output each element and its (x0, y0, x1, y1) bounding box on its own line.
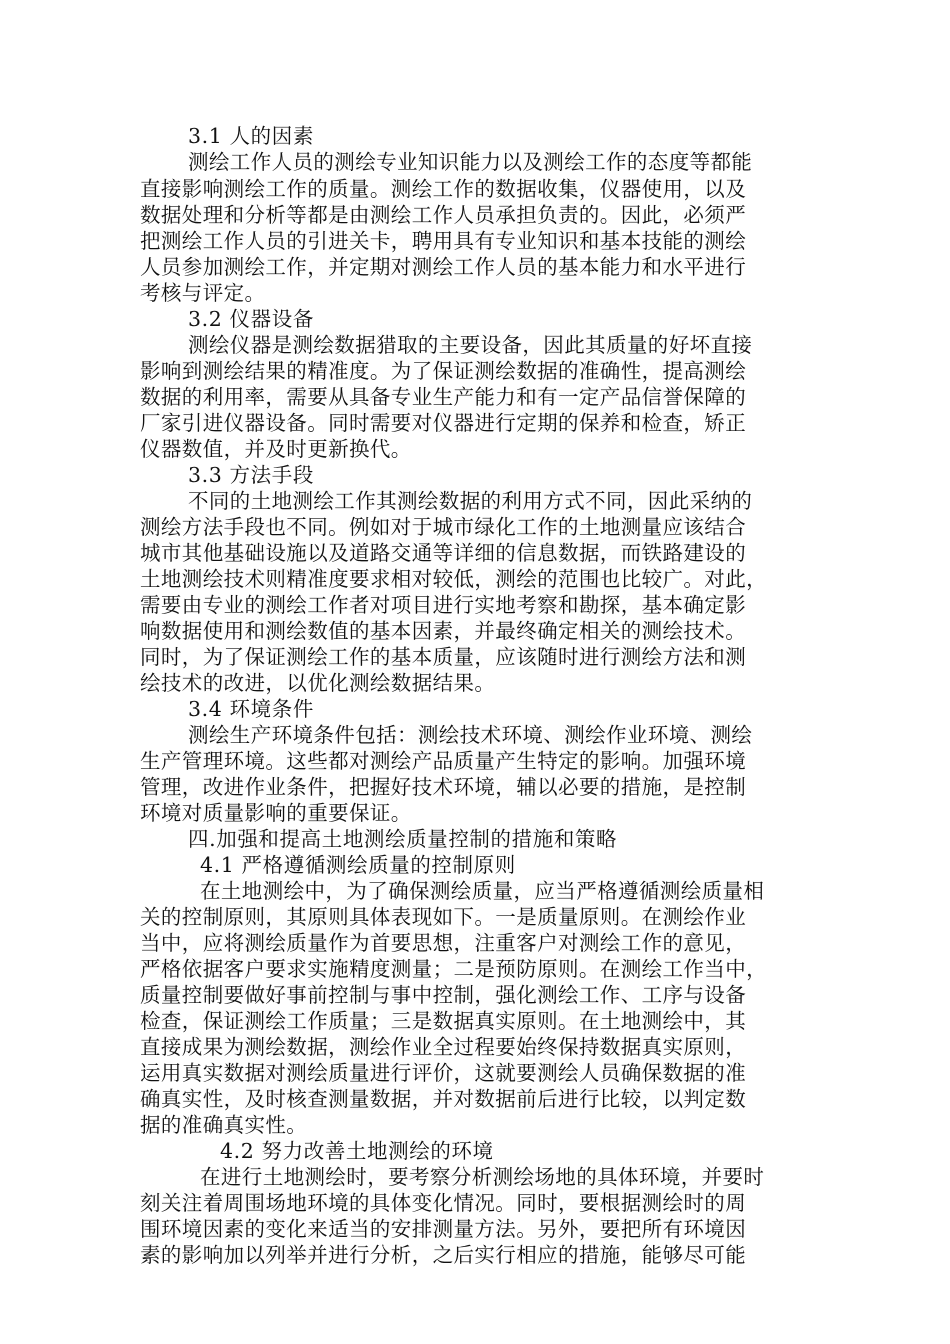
paragraph-line: 测绘仪器是测绘数据猎取的主要设备，因此其质量的好坏直接 (188, 333, 753, 357)
paragraph-line: 在土地测绘中，为了确保测绘质量，应当严格遵循测绘质量相 (200, 879, 765, 903)
paragraph-line: 不同的土地测绘工作其测绘数据的利用方式不同，因此采纳的 (188, 489, 753, 513)
paragraph-line: 直接成果为测绘数据，测绘作业全过程要始终保持数据真实原则， (140, 1035, 747, 1059)
paragraph-line: 关的控制原则，其原则具体表现如下。一是质量原则。在测绘作业 (140, 905, 747, 929)
paragraph-line: 测绘方法手段也不同。例如对于城市绿化工作的土地测量应该结合 (140, 515, 747, 539)
paragraph-line: 考核与评定。 (140, 281, 266, 305)
paragraph-line: 围环境因素的变化来适当的安排测量方法。另外，要把所有环境因 (140, 1217, 747, 1241)
section-heading-4-1: 4.1 严格遵循测绘质量的控制原则 (200, 853, 516, 877)
section-heading-3-2: 3.2 仪器设备 (188, 307, 314, 331)
paragraph-line: 仪器数值，并及时更新换代。 (140, 437, 412, 461)
paragraph-line: 当中，应将测绘质量作为首要思想，注重客户对测绘工作的意见， (140, 931, 747, 955)
paragraph-line: 影响到测绘结果的精准度。为了保证测绘数据的准确性，提高测绘 (140, 359, 747, 383)
paragraph-line: 测绘生产环境条件包括：测绘技术环境、测绘作业环境、测绘 (188, 723, 753, 747)
paragraph-line: 运用真实数据对测绘质量进行评价，这就要测绘人员确保数据的准 (140, 1061, 747, 1085)
paragraph-line: 直接影响测绘工作的质量。测绘工作的数据收集，仪器使用，以及 (140, 177, 747, 201)
paragraph-line: 同时，为了保证测绘工作的基本质量，应该随时进行测绘方法和测 (140, 645, 747, 669)
paragraph-line: 刻关注着周围场地环境的具体变化情况。同时，要根据测绘时的周 (140, 1191, 747, 1215)
section-heading-4-2: 4.2 努力改善土地测绘的环境 (220, 1139, 494, 1163)
paragraph-line: 在进行土地测绘时，要考察分析测绘场地的具体环境，并要时 (200, 1165, 765, 1189)
paragraph-line: 数据处理和分析等都是由测绘工作人员承担负责的。因此，必须严 (140, 203, 747, 227)
paragraph-line: 检查，保证测绘工作质量；三是数据真实原则。在土地测绘中，其 (140, 1009, 747, 1033)
paragraph-line: 响数据使用和测绘数值的基本因素，并最终确定相关的测绘技术。 (140, 619, 747, 643)
paragraph-line: 测绘工作人员的测绘专业知识能力以及测绘工作的态度等都能 (188, 150, 753, 174)
paragraph-line: 人员参加测绘工作，并定期对测绘工作人员的基本能力和水平进行 (140, 255, 747, 279)
paragraph-line: 质量控制要做好事前控制与事中控制，强化测绘工作、工序与设备 (140, 983, 747, 1007)
chapter-heading-4: 四.加强和提高土地测绘质量控制的措施和策略 (188, 827, 618, 851)
section-heading-3-3: 3.3 方法手段 (188, 463, 314, 487)
paragraph-line: 绘技术的改进，以优化测绘数据结果。 (140, 671, 496, 695)
paragraph-line: 严格依据客户要求实施精度测量；二是预防原则。在测绘工作当中， (140, 957, 767, 981)
paragraph-line: 需要由专业的测绘工作者对项目进行实地考察和勘探，基本确定影 (140, 593, 747, 617)
paragraph-line: 城市其他基础设施以及道路交通等详细的信息数据，而铁路建设的 (140, 541, 747, 565)
paragraph-line: 生产管理环境。这些都对测绘产品质量产生特定的影响。加强环境 (140, 749, 747, 773)
paragraph-line: 厂家引进仪器设备。同时需要对仪器进行定期的保养和检查，矫正 (140, 411, 747, 435)
paragraph-line: 把测绘工作人员的引进关卡，聘用具有专业知识和基本技能的测绘 (140, 229, 747, 253)
paragraph-line: 据的准确真实性。 (140, 1113, 308, 1137)
paragraph-line: 确真实性，及时核查测量数据，并对数据前后进行比较，以判定数 (140, 1087, 747, 1111)
section-heading-3-1: 3.1 人的因素 (188, 124, 314, 148)
paragraph-line: 素的影响加以列举并进行分析，之后实行相应的措施，能够尽可能 (140, 1243, 747, 1267)
paragraph-line: 环境对质量影响的重要保证。 (140, 801, 412, 825)
section-heading-3-4: 3.4 环境条件 (188, 697, 314, 721)
paragraph-line: 数据的利用率，需要从具备专业生产能力和有一定产品信誉保障的 (140, 385, 747, 409)
paragraph-line: 管理，改进作业条件，把握好技术环境，辅以必要的措施，是控制 (140, 775, 747, 799)
paragraph-line: 土地测绘技术则精准度要求相对较低，测绘的范围也比较广。对此， (140, 567, 767, 591)
